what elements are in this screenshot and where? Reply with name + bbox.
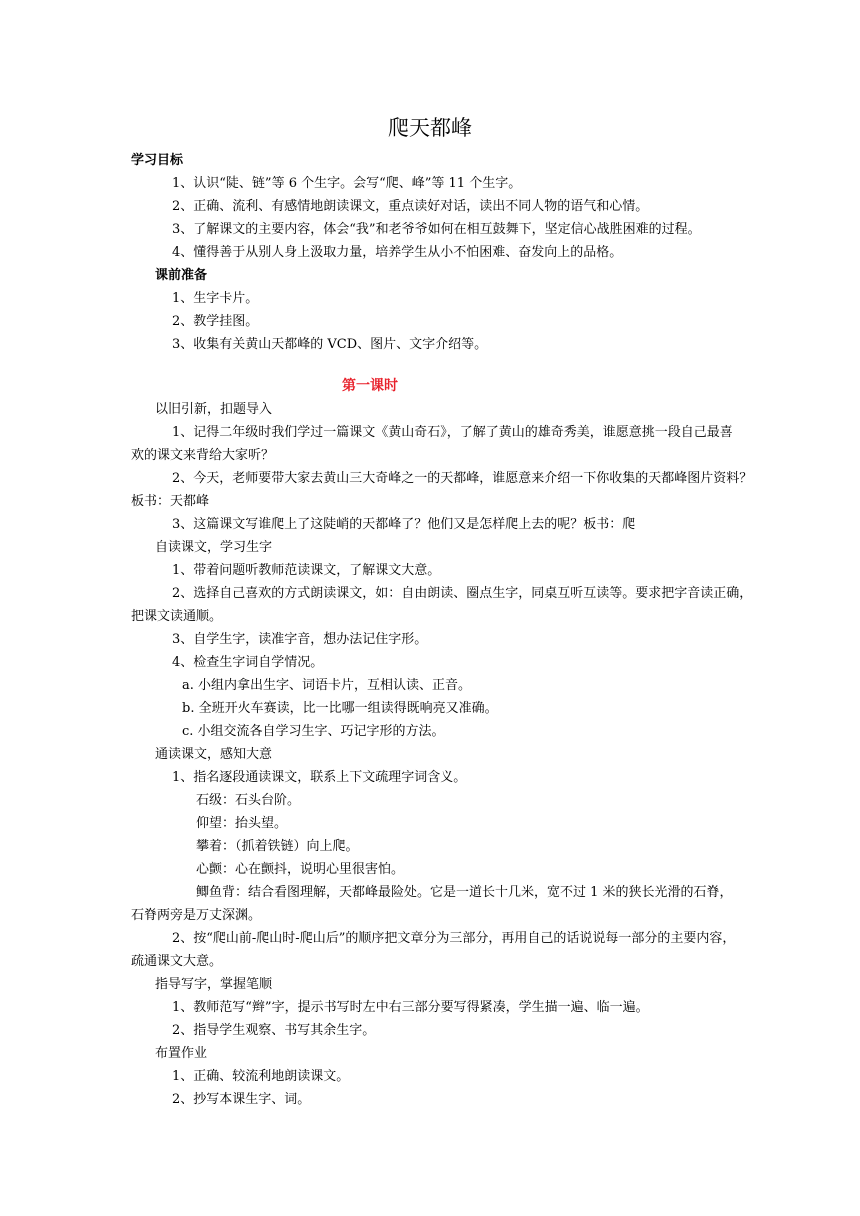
intro-paragraph: 2、今天，老师要带大家去黄山三大奇峰之一的天都峰，谁愿意来介绍一下你收集的天都峰图片资料？: [172, 471, 753, 486]
word-definition: 仰望：抬头望。: [196, 816, 288, 831]
selfread-heading: 自读课文，学习生字: [155, 540, 273, 555]
homework-item: 1、正确、较流利地朗读课文。: [172, 1069, 350, 1084]
intro-paragraph: 3、这篇课文写谁爬上了这陡峭的天都峰了？他们又是怎样爬上去的呢？板书：爬: [172, 517, 636, 532]
prep-item: 1、生字卡片。: [172, 291, 259, 306]
selfread-item: 2、选择自己喜欢的方式朗读课文，如：自由朗读、圈点生字，同桌互听互读等。要求把字音读正确，: [172, 586, 753, 601]
homework-heading: 布置作业: [155, 1046, 208, 1061]
selfread-item: 1、带着问题听教师范读课文，了解课文大意。: [172, 563, 441, 578]
goal-item: 2、正确、流利、有感情地朗读课文，重点读好对话，读出不同人物的语气和心情。: [172, 199, 649, 214]
word-definition: 石脊两旁是万丈深渊。: [131, 908, 262, 923]
overview-item: 2、按“爬山前-爬山时-爬山后”的顺序把文章分为三部分，再用自己的话说说每一部分的主要内容，: [172, 931, 736, 946]
word-definition: 攀着：（抓着铁链）向上爬。: [196, 839, 359, 854]
selfread-item: 4、检查生字词自学情况。: [172, 655, 324, 670]
intro-paragraph: 1、记得二年级时我们学过一篇课文《黄山奇石》，了解了黄山的雄奇秀美，谁愿意挑一段自己最喜: [172, 425, 733, 440]
writing-item: 2、指导学生观察、书写其余生字。: [172, 1023, 376, 1038]
word-definition: 心颤：心在颤抖，说明心里很害怕。: [196, 862, 405, 877]
selfread-item: 把课文读通顺。: [131, 609, 223, 624]
goal-item: 3、了解课文的主要内容，体会“我”和老爷爷如何在相互鼓舞下，坚定信心战胜困难的过程。: [172, 222, 701, 237]
intro-paragraph: 板书：天都峰: [131, 494, 210, 509]
selfread-subitem: a. 小组内拿出生字、词语卡片，互相认读、正音。: [182, 678, 472, 693]
intro-paragraph: 欢的课文来背给大家听？: [131, 448, 275, 463]
goals-heading: 学习目标: [131, 153, 184, 168]
overview-item: 1、指名逐段通读课文，联系上下文疏理字词含义。: [172, 770, 467, 785]
lesson-heading: 第一课时: [342, 378, 398, 394]
selfread-subitem: c. 小组交流各自学习生字、巧记字形的方法。: [182, 724, 445, 739]
selfread-item: 3、自学生字，读准字音，想办法记住字形。: [172, 632, 428, 647]
document-title: 爬天都峰: [388, 116, 472, 140]
word-definition: 鲫鱼背：结合看图理解，天都峰最险处。它是一道长十几米，宽不过 1 米的狭长光滑的石脊，: [196, 885, 733, 900]
goal-item: 4、懂得善于从别人身上汲取力量，培养学生从小不怕困难、奋发向上的品格。: [172, 245, 623, 260]
homework-item: 2、抄写本课生字、词。: [172, 1092, 311, 1107]
overview-heading: 通读课文，感知大意: [155, 747, 273, 762]
word-definition: 石级：石头台阶。: [196, 793, 301, 808]
goal-item: 1、认识“陡、链”等 6 个生字。会写“爬、峰”等 11 个生字。: [172, 176, 522, 191]
overview-item: 疏通课文大意。: [131, 954, 223, 969]
selfread-subitem: b. 全班开火车赛读，比一比哪一组读得既响亮又准确。: [182, 701, 498, 716]
prep-item: 2、教学挂图。: [172, 314, 259, 329]
prep-item: 3、收集有关黄山天都峰的 VCD、图片、文字介绍等。: [172, 337, 488, 352]
writing-heading: 指导写字，掌握笔顺: [155, 977, 273, 992]
prep-heading: 课前准备: [155, 268, 208, 283]
writing-item: 1、教师范写“辫”字，提示书写时左中右三部分要写得紧凑，学生描一遍、临一遍。: [172, 1000, 649, 1015]
intro-heading: 以旧引新，扣题导入: [155, 402, 273, 417]
